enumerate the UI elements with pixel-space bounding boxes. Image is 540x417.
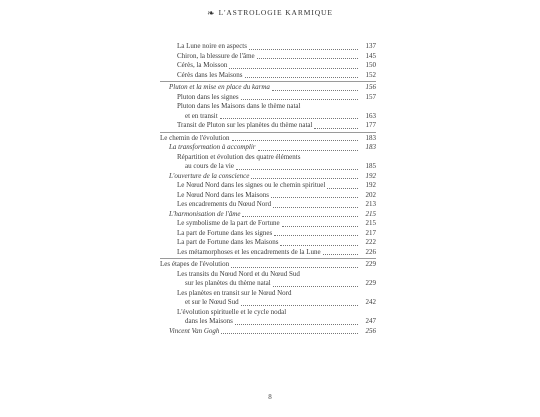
toc-page-number: 222 [365,238,376,246]
toc-entry [160,238,376,248]
toc-entry [160,200,376,210]
toc-entry-text: L'harmonisation de l'âme [169,209,241,218]
dot-leader [273,286,358,287]
dot-leader [245,77,358,78]
toc-entry-text: Vincent Van Gogh [169,326,220,335]
toc-entry [160,248,376,258]
toc-page-number: 226 [365,247,376,256]
toc-separator [160,258,376,259]
toc-entry-text: La transformation à accomplir [169,143,256,151]
toc-entry-text: sur les planètes du thème natal [185,279,271,287]
toc-page-number: 215 [365,209,376,218]
toc-entry-text: au cours de la vie [185,162,234,170]
dot-leader [229,68,358,69]
dot-leader [236,169,358,170]
toc-entry [160,289,376,308]
toc-page-number: 163 [365,111,376,120]
toc-entry-text: L'évolution spirituelle et le cycle nodal [177,307,287,316]
toc-entry-text: Le chemin de l'évolution [160,133,230,142]
toc-entry [160,83,376,93]
dot-leader [251,178,358,179]
toc-entry [160,327,376,337]
toc-page-number: 217 [365,228,376,237]
page-number: 8 [268,393,272,401]
toc-entry-text: et sur le Nœud Sud [185,298,239,306]
dot-leader [235,324,358,325]
toc-entry-text: Répartition et évolution des quatre éléments [177,152,301,161]
toc-entry-text: Pluton dans les signes [177,92,239,101]
toc-entry [160,143,376,153]
toc-page-number: 183 [365,133,376,142]
dot-leader [272,90,358,91]
dot-leader [249,49,358,50]
toc-separator [160,81,376,82]
toc-entry-text: La part de Fortune dans les Maisons [177,238,279,246]
toc-entry-text: Les transits du Nœud Nord et du Nœud Sud [177,269,300,278]
toc-page-number: 242 [365,298,376,306]
toc-entry-text: et en transit [185,111,218,120]
dot-leader [282,226,358,227]
toc-entry-text: Les encadrements du Nœud Nord [177,200,272,208]
dot-leader [274,235,358,236]
dot-leader [314,128,358,129]
dot-leader [231,267,358,268]
toc-entry-text: L'ouverture de la conscience [169,171,250,180]
toc-page-number: 157 [365,92,376,101]
toc-entry [160,191,376,201]
toc-entry-text: Les planètes en transit sur le Nœud Nord [177,288,292,297]
toc-entry-text: Cérès, la Moisson [177,61,228,69]
toc-page-number: 177 [365,121,376,129]
toc-page-number: 247 [365,317,376,325]
toc-page-number: 213 [365,200,376,208]
running-header-title: L'ASTROLOGIE KARMIQUE [218,8,333,17]
dot-leader [220,118,358,119]
dot-leader [257,58,358,59]
toc-entry [160,52,376,62]
toc-page-number: 229 [365,260,376,268]
toc-page-number: 156 [365,83,376,91]
toc-entry-text: Pluton dans les Maisons dans le thème natal [177,102,301,110]
dot-leader [232,140,359,141]
toc-entry-text: Transit de Pluton sur les planètes du thème natal [177,121,313,129]
toc-entry [160,308,376,327]
dot-leader [242,216,358,217]
toc-page-number: 145 [365,51,376,60]
toc-page-number: 215 [365,219,376,227]
toc-entry-text: Cérès dans les Maisons [177,70,243,79]
toc-entry-text: Le symbolisme de la part de Fortune [177,219,280,227]
toc-page-number: 137 [365,42,376,50]
dot-leader [258,150,358,151]
toc-entry [160,172,376,182]
toc-entry [160,270,376,289]
toc-entry [160,260,376,270]
toc-page-number: 192 [365,181,376,189]
ornament-icon: ❧ [207,8,216,18]
toc-entry-text: Les étapes de l'évolution [160,260,230,268]
toc-entry-text: Pluton et la mise en place du karma [169,83,270,91]
dot-leader [241,305,358,306]
dot-leader [271,197,358,198]
dot-leader [221,333,358,334]
dot-leader [323,254,358,255]
toc-separator [160,132,376,133]
toc-page-number: 256 [365,326,376,335]
toc-entry [160,102,376,121]
toc-entry [160,42,376,52]
toc-entry [160,181,376,191]
toc-entry [160,134,376,144]
toc-entry [160,153,376,172]
toc-entry-text: La part de Fortune dans les signes [177,228,273,237]
toc-entry-text: La Lune noire en aspects [177,42,247,50]
toc-page-number: 152 [365,70,376,79]
toc-entry [160,93,376,103]
toc-entry-text: Les métamorphoses et les encadrements de la Lune [177,247,321,256]
running-header [0,7,540,18]
toc-entry [160,210,376,220]
toc-entry-text: Le Nœud Nord dans les signes ou le chemin spirituel [177,181,326,189]
toc-entry [160,229,376,239]
toc-entry-text: dans les Maisons [185,317,233,325]
toc-page-number: 183 [365,143,376,151]
toc-entry [160,121,376,131]
table-of-contents [160,42,376,336]
toc-page-number: 192 [365,171,376,180]
toc-entry [160,219,376,229]
toc-page-number: 229 [365,279,376,287]
toc-entry-text: Chiron, la blessure de l'âme [177,51,255,60]
dot-leader [273,207,358,208]
dot-leader [280,245,358,246]
toc-page-number: 150 [365,61,376,69]
toc-entry-text: Le Nœud Nord dans les Maisons [177,190,269,199]
toc-page-number: 202 [365,190,376,199]
dot-leader [327,188,358,189]
toc-entry [160,71,376,81]
dot-leader [241,99,358,100]
toc-page-number: 185 [365,162,376,170]
toc-entry [160,61,376,71]
